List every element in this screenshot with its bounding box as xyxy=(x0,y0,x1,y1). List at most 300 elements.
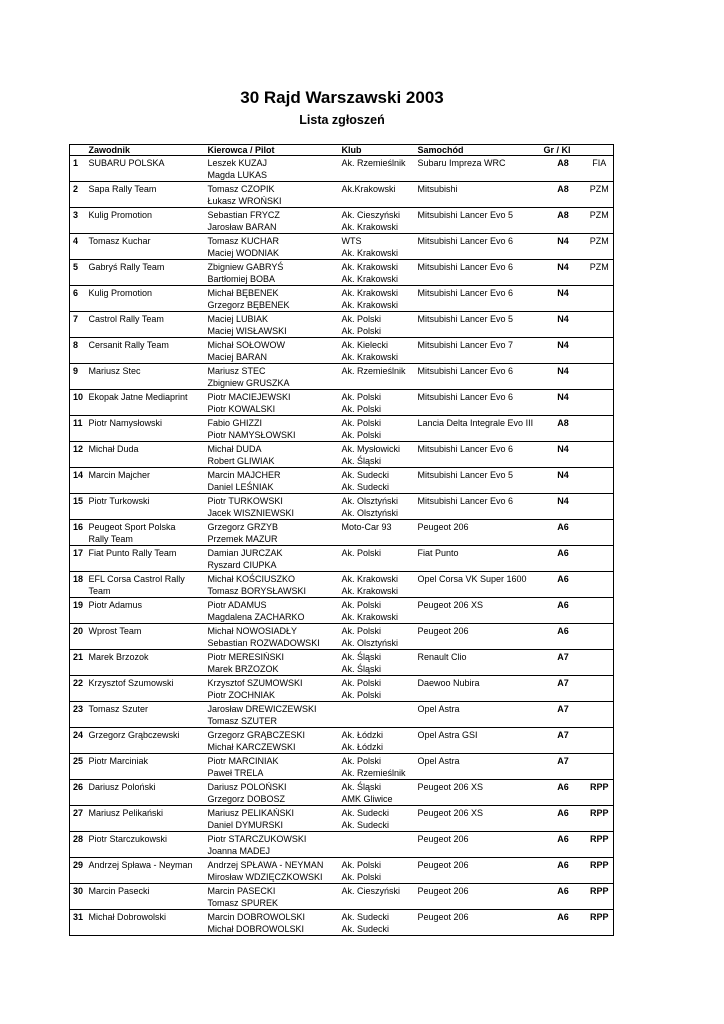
table-row xyxy=(70,884,614,910)
entrant-cell xyxy=(86,286,205,312)
club-cell xyxy=(339,468,415,494)
entry-number xyxy=(70,858,86,884)
club-cell xyxy=(339,520,415,546)
entry-number xyxy=(70,312,86,338)
group-cell-line: A6 xyxy=(557,782,569,792)
car-cell xyxy=(415,624,541,650)
class-cell xyxy=(583,546,614,572)
car-cell xyxy=(415,260,541,286)
club-cell xyxy=(339,546,415,572)
club-cell-line: Moto-Car 93 xyxy=(341,522,392,532)
car-cell xyxy=(415,364,541,390)
car-cell xyxy=(415,182,541,208)
crew-cell-line: Daniel DYMURSKI xyxy=(207,820,284,830)
class-cell-line xyxy=(586,651,614,663)
class-cell xyxy=(583,494,614,520)
group-cell-line: A8 xyxy=(557,418,569,428)
class-cell-line: RPP xyxy=(590,782,609,792)
entrant-cell xyxy=(86,312,205,338)
crew-cell-line: Zbigniew GRUSZKA xyxy=(207,378,290,388)
group-cell-line: A6 xyxy=(557,548,569,558)
club-cell-line: Ak. Krakowski xyxy=(341,288,399,298)
club-cell-line xyxy=(342,377,415,389)
car-cell xyxy=(415,702,541,728)
crew-cell-line: Marcin MAJCHER xyxy=(207,470,281,480)
table-row xyxy=(70,650,614,676)
club-cell-line: Ak. Rzemieślnik xyxy=(341,768,406,778)
entrant-cell xyxy=(86,234,205,260)
crew-cell xyxy=(205,182,339,208)
class-cell-line xyxy=(586,365,614,377)
club-cell-line: Ak. Olsztyński xyxy=(341,638,399,648)
crew-cell-line: Magdalena ZACHARKO xyxy=(207,612,305,622)
car-cell-line: Mitsubishi Lancer Evo 6 xyxy=(417,236,514,246)
class-cell xyxy=(583,286,614,312)
crew-cell xyxy=(205,910,339,936)
table-body xyxy=(70,156,614,936)
class-cell xyxy=(583,234,614,260)
entrant-cell xyxy=(86,442,205,468)
crew-cell-line: Grzegorz GRĄBCZESKI xyxy=(207,730,306,740)
club-cell-line: Ak. Polski xyxy=(341,430,382,440)
entry-number-line: 27 xyxy=(73,808,84,818)
entrant-cell xyxy=(86,468,205,494)
crew-cell-line: Grzegorz GRZYB xyxy=(207,522,279,532)
car-cell-line: Mitsubishi xyxy=(417,184,458,194)
car-cell xyxy=(415,520,541,546)
table-row xyxy=(70,416,614,442)
header-crew: Kierowca / Pilot xyxy=(205,145,339,156)
crew-cell-line: Piotr ADAMUS xyxy=(207,600,267,610)
class-cell xyxy=(583,676,614,702)
crew-cell xyxy=(205,676,339,702)
header-car: Samochód xyxy=(415,145,541,156)
entry-number xyxy=(70,338,86,364)
entrant-cell xyxy=(86,910,205,936)
class-cell-line xyxy=(586,417,614,429)
entrant-cell xyxy=(86,208,205,234)
class-cell xyxy=(583,260,614,286)
group-cell xyxy=(541,806,583,832)
class-cell-line xyxy=(586,287,614,299)
group-cell xyxy=(541,832,583,858)
class-cell-line: RPP xyxy=(590,886,609,896)
club-cell-line xyxy=(342,833,415,845)
group-cell xyxy=(541,364,583,390)
crew-cell xyxy=(205,468,339,494)
club-cell-line: Ak. Polski xyxy=(341,392,382,402)
crew-cell xyxy=(205,702,339,728)
crew-cell xyxy=(205,390,339,416)
entrant-cell-line: Ekopak Jatne Mediaprint xyxy=(88,392,188,402)
club-cell-line: Ak. Polski xyxy=(341,872,382,882)
crew-cell xyxy=(205,442,339,468)
class-cell-line: FIA xyxy=(592,158,607,168)
table-row xyxy=(70,832,614,858)
club-cell-line: Ak. Krakowski xyxy=(341,352,399,362)
entry-number xyxy=(70,780,86,806)
table-row xyxy=(70,260,614,286)
class-cell xyxy=(583,442,614,468)
club-cell-line: Ak. Polski xyxy=(341,860,382,870)
club-cell xyxy=(339,858,415,884)
crew-cell-line: Krzysztof SZUMOWSKI xyxy=(207,678,303,688)
club-cell xyxy=(339,806,415,832)
crew-cell-line: Michał SOŁOWOW xyxy=(207,340,286,350)
entry-number-line: 7 xyxy=(73,314,79,324)
entrant-cell-line: Kulig Promotion xyxy=(88,210,153,220)
class-cell-line xyxy=(586,313,614,325)
entrant-cell xyxy=(86,572,205,598)
entry-number xyxy=(70,728,86,754)
group-cell-line: A7 xyxy=(557,652,569,662)
group-cell-line: A7 xyxy=(557,678,569,688)
table-row xyxy=(70,598,614,624)
crew-cell xyxy=(205,260,339,286)
car-cell xyxy=(415,494,541,520)
table-row xyxy=(70,338,614,364)
car-cell-line: Mitsubishi Lancer Evo 6 xyxy=(417,392,514,402)
club-cell-line: Ak. Polski xyxy=(341,690,382,700)
entry-number-line: 24 xyxy=(73,730,84,740)
club-cell-line: Ak. Krakowski xyxy=(341,586,399,596)
entrant-cell-line: Wprost Team xyxy=(88,626,142,636)
entry-number-line: 10 xyxy=(73,392,84,402)
group-cell-line: A8 xyxy=(557,184,569,194)
club-cell xyxy=(339,234,415,260)
class-cell-line xyxy=(586,469,614,481)
entry-number xyxy=(70,546,86,572)
entry-number xyxy=(70,520,86,546)
entry-number-line: 14 xyxy=(73,470,84,480)
group-cell xyxy=(541,312,583,338)
entrant-cell-line: Mariusz Stec xyxy=(88,366,141,376)
group-cell xyxy=(541,286,583,312)
table-row xyxy=(70,754,614,780)
crew-cell-line: Ryszard CIUPKA xyxy=(207,560,277,570)
crew-cell xyxy=(205,338,339,364)
crew-cell-line: Tomasz SZUTER xyxy=(207,716,278,726)
crew-cell xyxy=(205,650,339,676)
group-cell-line: A6 xyxy=(557,860,569,870)
car-cell xyxy=(415,312,541,338)
club-cell xyxy=(339,676,415,702)
class-cell-line xyxy=(586,703,614,715)
entrant-cell xyxy=(86,676,205,702)
club-cell-line: Ak. Olsztyński xyxy=(341,508,399,518)
club-cell-line xyxy=(342,703,415,715)
entrant-cell-line: Piotr Turkowski xyxy=(88,496,150,506)
table-row xyxy=(70,780,614,806)
class-cell xyxy=(583,182,614,208)
crew-cell-line: Piotr NAMYSŁOWSKI xyxy=(207,430,296,440)
entrant-cell xyxy=(86,728,205,754)
club-cell xyxy=(339,156,415,182)
car-cell-line: Mitsubishi Lancer Evo 6 xyxy=(417,288,514,298)
entrant-cell xyxy=(86,806,205,832)
header-club: Klub xyxy=(339,145,415,156)
crew-cell xyxy=(205,494,339,520)
entry-number xyxy=(70,416,86,442)
crew-cell-line: Michał DUDA xyxy=(207,444,262,454)
crew-cell-line: Leszek KUZAJ xyxy=(207,158,268,168)
table-row xyxy=(70,520,614,546)
car-cell-line: Mitsubishi Lancer Evo 6 xyxy=(417,262,514,272)
club-cell-line: Ak. Sudecki xyxy=(341,470,390,480)
entrant-cell xyxy=(86,702,205,728)
club-cell-line: Ak. Olsztyński xyxy=(341,496,399,506)
club-cell xyxy=(339,390,415,416)
class-cell xyxy=(583,702,614,728)
entrant-cell xyxy=(86,416,205,442)
group-cell xyxy=(541,702,583,728)
club-cell-line xyxy=(342,533,415,545)
entrant-cell-line: Sapa Rally Team xyxy=(88,184,157,194)
club-cell xyxy=(339,884,415,910)
crew-cell-line: Piotr TURKOWSKI xyxy=(207,496,283,506)
entry-number-line: 25 xyxy=(73,756,84,766)
car-cell-line: Mitsubishi Lancer Evo 7 xyxy=(417,340,514,350)
class-cell-line xyxy=(586,521,614,533)
class-cell xyxy=(583,468,614,494)
class-cell xyxy=(583,780,614,806)
crew-cell-line: Marcin DOBROWOLSKI xyxy=(207,912,306,922)
club-cell xyxy=(339,572,415,598)
crew-cell-line: Michał KOŚCIUSZKO xyxy=(207,574,296,584)
group-cell xyxy=(541,728,583,754)
entrant-cell-line: Mariusz Pelikański xyxy=(88,808,164,818)
crew-cell xyxy=(205,520,339,546)
entrant-cell-line: Rally Team xyxy=(88,534,133,544)
group-cell xyxy=(541,650,583,676)
club-cell xyxy=(339,598,415,624)
club-cell-line: Ak. Krakowski xyxy=(341,248,399,258)
entrant-cell-line: Grzegorz Grąbczewski xyxy=(88,730,180,740)
entry-number-line: 31 xyxy=(73,912,84,922)
club-cell xyxy=(339,286,415,312)
car-cell xyxy=(415,546,541,572)
group-cell xyxy=(541,572,583,598)
car-cell-line: Opel Corsa VK Super 1600 xyxy=(417,574,527,584)
entrant-cell-line: Fiat Punto Rally Team xyxy=(88,548,177,558)
page-title: 30 Rajd Warszawski 2003 xyxy=(240,88,444,107)
table-row xyxy=(70,208,614,234)
club-cell-line: Ak. Sudecki xyxy=(341,482,390,492)
group-cell-line: A8 xyxy=(557,210,569,220)
car-cell xyxy=(415,910,541,936)
entry-number-line: 12 xyxy=(73,444,84,454)
entrant-cell-line: Piotr Marciniak xyxy=(88,756,149,766)
car-cell-line: Opel Astra xyxy=(417,756,460,766)
group-cell-line: N4 xyxy=(557,314,569,324)
table-row xyxy=(70,286,614,312)
car-cell-line: Fiat Punto xyxy=(417,548,459,558)
entry-number xyxy=(70,182,86,208)
crew-cell-line: Piotr STARCZUKOWSKI xyxy=(207,834,307,844)
table-row xyxy=(70,494,614,520)
crew-cell-line: Piotr MARCINIAK xyxy=(207,756,279,766)
club-cell-line: Ak. Polski xyxy=(341,626,382,636)
club-cell-line: Ak. Cieszyński xyxy=(341,210,401,220)
class-cell xyxy=(583,754,614,780)
group-cell xyxy=(541,676,583,702)
crew-cell xyxy=(205,156,339,182)
group-cell-line: A7 xyxy=(557,704,569,714)
entry-number xyxy=(70,364,86,390)
entrant-cell xyxy=(86,338,205,364)
entry-number xyxy=(70,468,86,494)
entrant-cell-line: Piotr Namysłowski xyxy=(88,418,163,428)
car-cell xyxy=(415,780,541,806)
crew-cell-line: Piotr MERESIŃSKI xyxy=(207,652,285,662)
entry-number-line: 3 xyxy=(73,210,79,220)
group-cell xyxy=(541,598,583,624)
club-cell-line: Ak. Śląski xyxy=(341,664,382,674)
entry-number-line: 5 xyxy=(73,262,79,272)
crew-cell-line: Mariusz PELIKAŃSKI xyxy=(207,808,295,818)
crew-cell xyxy=(205,416,339,442)
entrant-cell xyxy=(86,182,205,208)
club-cell-line: AMK Gliwice xyxy=(341,794,393,804)
entry-number xyxy=(70,390,86,416)
group-cell-line: N4 xyxy=(557,470,569,480)
class-cell-line xyxy=(586,573,614,585)
class-cell-line: PZM xyxy=(589,210,609,220)
class-cell-line xyxy=(586,729,614,741)
car-cell xyxy=(415,832,541,858)
class-cell-line: RPP xyxy=(590,808,609,818)
crew-cell-line: Zbigniew GABRYŚ xyxy=(207,262,284,272)
club-cell xyxy=(339,182,415,208)
crew-cell-line: Piotr MACIEJEWSKI xyxy=(207,392,291,402)
group-cell xyxy=(541,390,583,416)
class-cell-line xyxy=(586,443,614,455)
class-cell xyxy=(583,338,614,364)
class-cell xyxy=(583,416,614,442)
crew-cell-line: Michał KARCZEWSKI xyxy=(207,742,296,752)
entry-number xyxy=(70,910,86,936)
class-cell xyxy=(583,858,614,884)
table-row xyxy=(70,312,614,338)
group-cell xyxy=(541,910,583,936)
crew-cell xyxy=(205,806,339,832)
entry-number xyxy=(70,754,86,780)
group-cell xyxy=(541,208,583,234)
car-cell-line: Mitsubishi Lancer Evo 5 xyxy=(417,470,514,480)
car-cell xyxy=(415,442,541,468)
crew-cell-line: Damian JURCZAK xyxy=(207,548,283,558)
table-row xyxy=(70,546,614,572)
entrant-cell-line: SUBARU POLSKA xyxy=(88,158,165,168)
class-cell xyxy=(583,910,614,936)
entrant-cell xyxy=(86,364,205,390)
crew-cell-line: Michał BĘBENEK xyxy=(207,288,279,298)
class-cell xyxy=(583,884,614,910)
group-cell xyxy=(541,494,583,520)
club-cell xyxy=(339,754,415,780)
entrant-cell-line: Marek Brzozok xyxy=(88,652,149,662)
group-cell-line: A6 xyxy=(557,626,569,636)
crew-cell xyxy=(205,546,339,572)
club-cell-line xyxy=(342,715,415,727)
class-cell xyxy=(583,390,614,416)
entrant-cell-line: Peugeot Sport Polska xyxy=(88,522,176,532)
entrant-cell xyxy=(86,390,205,416)
crew-cell-line: Marcin PASECKI xyxy=(207,886,276,896)
class-cell-line xyxy=(586,677,614,689)
crew-cell-line: Maciej WODNIAK xyxy=(207,248,280,258)
entrant-cell-line: Tomasz Kuchar xyxy=(88,236,151,246)
group-cell-line: N4 xyxy=(557,496,569,506)
crew-cell-line: Jarosław DREWICZEWSKI xyxy=(207,704,317,714)
page-subtitle: Lista zgłoszeń xyxy=(299,113,385,127)
club-cell-line: Ak. Polski xyxy=(341,326,382,336)
club-cell-line: Ak.Krakowski xyxy=(341,184,396,194)
group-cell xyxy=(541,546,583,572)
car-cell xyxy=(415,858,541,884)
entrant-cell xyxy=(86,754,205,780)
group-cell-line: A7 xyxy=(557,756,569,766)
entry-number-line: 18 xyxy=(73,574,84,584)
car-cell-line: Opel Astra xyxy=(417,704,460,714)
crew-cell-line: Paweł TRELA xyxy=(207,768,264,778)
group-cell xyxy=(541,234,583,260)
club-cell-line: Ak. Krakowski xyxy=(341,222,399,232)
class-cell xyxy=(583,312,614,338)
entrant-cell-line: Tomasz Szuter xyxy=(88,704,149,714)
crew-cell xyxy=(205,858,339,884)
club-cell xyxy=(339,364,415,390)
group-cell-line: N4 xyxy=(557,444,569,454)
class-cell-line xyxy=(586,391,614,403)
entry-number-line: 19 xyxy=(73,600,84,610)
club-cell-line: WTS xyxy=(341,236,362,246)
car-cell-line: Mitsubishi Lancer Evo 6 xyxy=(417,444,514,454)
car-cell-line: Peugeot 206 XS xyxy=(417,782,484,792)
club-cell-line xyxy=(342,897,415,909)
header-group-class: Gr / Kl xyxy=(541,145,614,156)
class-cell-line xyxy=(586,625,614,637)
crew-cell xyxy=(205,312,339,338)
crew-cell-line: Magda LUKAS xyxy=(207,170,268,180)
crew-cell-line: Piotr KOWALSKI xyxy=(207,404,276,414)
entry-number xyxy=(70,286,86,312)
group-cell xyxy=(541,338,583,364)
car-cell-line: Subaru Impreza WRC xyxy=(417,158,506,168)
crew-cell-line: Jarosław BARAN xyxy=(207,222,277,232)
table-row xyxy=(70,468,614,494)
entrant-cell-line: Marcin Pasecki xyxy=(88,886,150,896)
crew-cell-line: Grzegorz BĘBENEK xyxy=(207,300,290,310)
crew-cell xyxy=(205,364,339,390)
class-cell-line: PZM xyxy=(589,262,609,272)
entrant-cell-line: Piotr Starczukowski xyxy=(88,834,168,844)
car-cell xyxy=(415,754,541,780)
club-cell xyxy=(339,442,415,468)
class-cell xyxy=(583,156,614,182)
car-cell xyxy=(415,728,541,754)
car-cell xyxy=(415,572,541,598)
club-cell xyxy=(339,260,415,286)
club-cell-line xyxy=(342,845,415,857)
car-cell xyxy=(415,806,541,832)
club-cell-line: Ak. Polski xyxy=(341,678,382,688)
entry-number-line: 9 xyxy=(73,366,79,376)
group-cell xyxy=(541,780,583,806)
crew-cell-line: Tomasz SPUREK xyxy=(207,898,279,908)
group-cell-line: N4 xyxy=(557,366,569,376)
class-cell xyxy=(583,572,614,598)
